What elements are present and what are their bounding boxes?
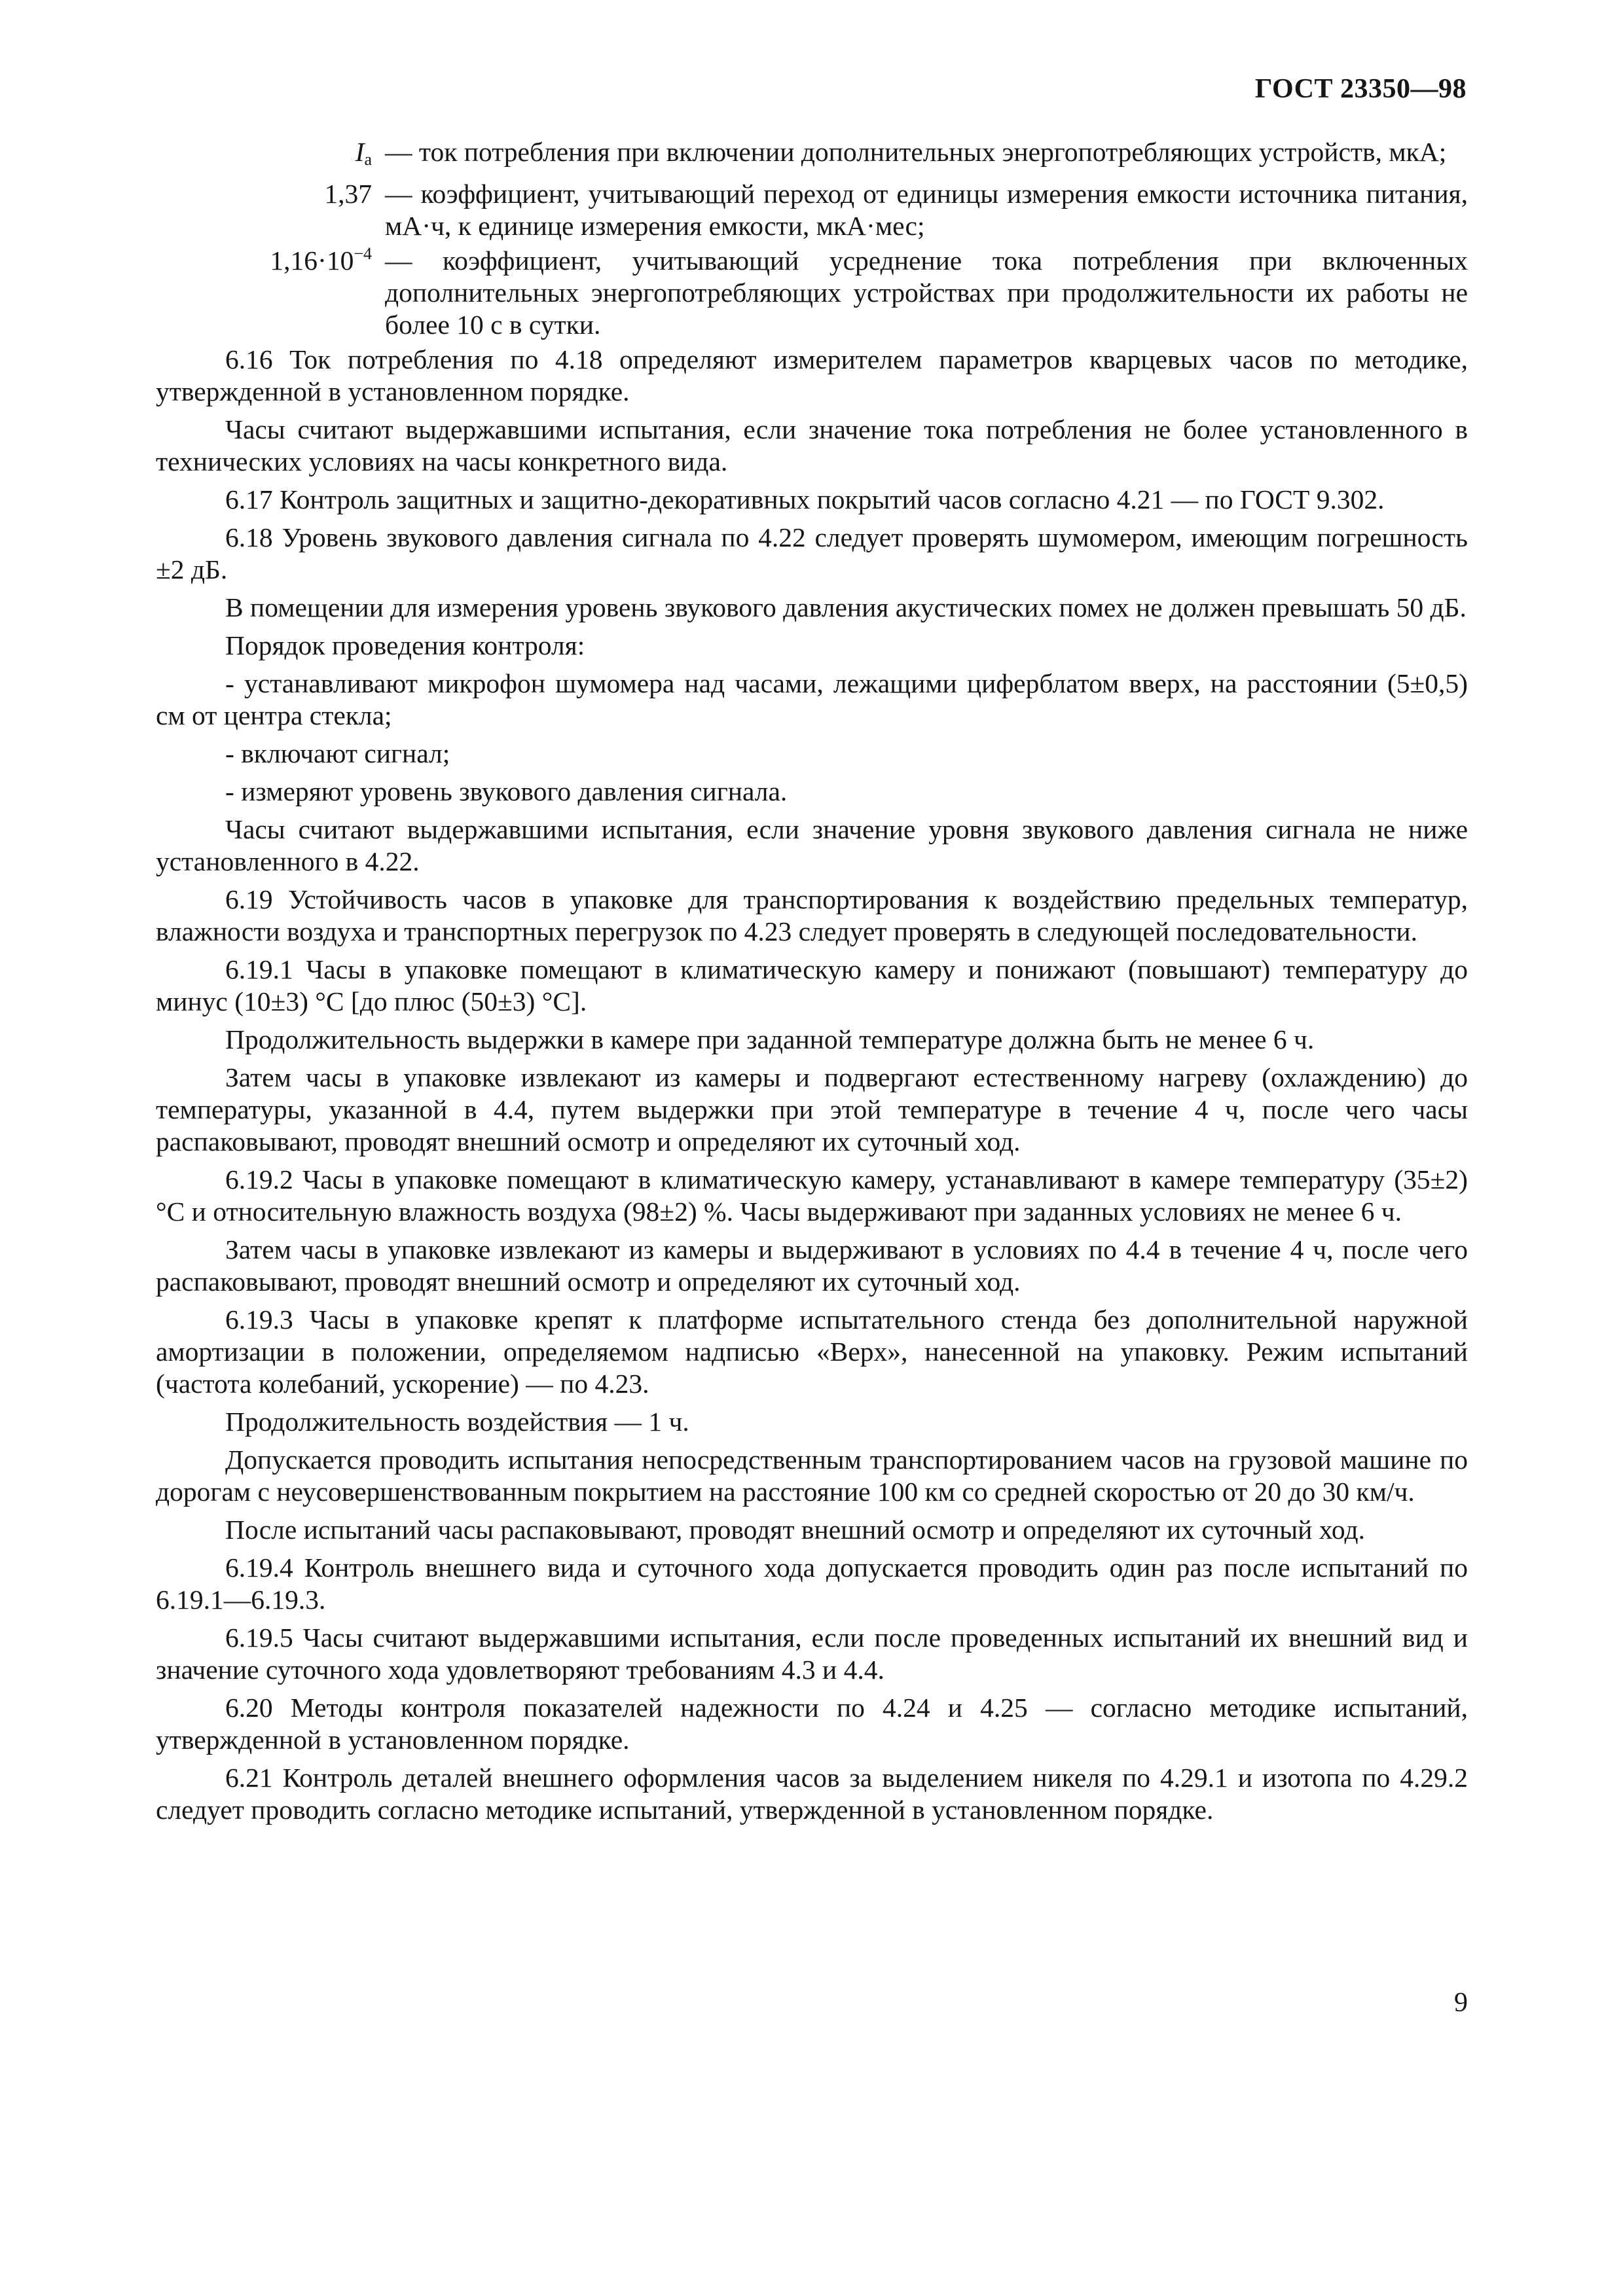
paragraphs (156, 344, 1468, 1826)
paragraph: Часы считают выдержавшими испытания, если значение уровня звукового давления сигнала не ниже установленного в 4.22. (156, 814, 1468, 876)
document-body (156, 136, 1468, 1832)
definition-item (156, 136, 1468, 175)
paragraph: Допускается проводить испытания непосредственным транспортированием часов на грузовой машине по дорогам с неусовершенствованным покрытием на расстояние 100 км со средней скоростью от 20 до 30 км/ч. (156, 1444, 1468, 1507)
definition-symbol (156, 178, 372, 242)
definition-gap (372, 136, 385, 175)
paragraph: - измеряют уровень звукового давления сигнала. (225, 776, 788, 806)
paragraph: Порядок проведения контроля: (225, 630, 585, 660)
paragraph: Затем часы в упаковке извлекают из камеры и выдерживают в условиях по 4.4 в течение 4 ч, после чего распаковывают, проводят внешний осмотр и определяют их суточный ход. (156, 1234, 1468, 1297)
definition-symbol (156, 245, 372, 341)
definition-text: — коэффициент, учитывающий переход от единицы измерения емкости источника питания, мА·ч, к единице измерения емкости, мкА·мес; (385, 179, 1468, 241)
paragraph: 6.19.4 Контроль внешнего вида и суточного хода допускается проводить один раз после испытаний по 6.19.1—6.19.3. (156, 1552, 1468, 1615)
paragraph: Продолжительность выдержки в камере при заданной температуре должна быть не менее 6 ч. (225, 1024, 1315, 1054)
definitions-list (156, 136, 1468, 341)
paragraph: 6.19.1 Часы в упаковке помещают в климатическую камеру и понижают (повышают) температуру до минус (10±3) °С [до плюс (50±3) °С]. (156, 954, 1468, 1016)
paragraph: 6.16 Ток потребления по 4.18 определяют измерителем параметров кварцевых часов по методике, утвержденной в установленном порядке. (156, 344, 1468, 406)
symbol-main: I (355, 137, 365, 167)
symbol-subscript: а (364, 150, 372, 169)
paragraph: 6.19.5 Часы считают выдержавшими испытания, если после проведенных испытаний их внешний вид и значение суточного хода удовлетворяют требованиям 4.3 и 4.4. (156, 1623, 1468, 1685)
definition-item (156, 245, 1468, 341)
definition-gap (372, 245, 385, 341)
paragraph: В помещении для измерения уровень звукового давления акустических помех не должен превышать 50 дБ. (225, 592, 1467, 622)
paragraph: Продолжительность воздействия — 1 ч. (225, 1407, 689, 1437)
paragraph: 6.18 Уровень звукового давления сигнала по 4.22 следует проверять шумомером, имеющим погрешность ±2 дБ. (156, 522, 1468, 584)
paragraph: Затем часы в упаковке извлекают из камеры и подвергают естественному нагреву (охлаждению) до температуры, указанной в 4.4, путем выдержки при этой температуре в течение 4 ч, после чего часы распаковывают, проводят внешний осмотр и определяют их суточный ход. (156, 1062, 1468, 1157)
paragraph: 6.17 Контроль защитных и защитно-декоративных покрытий часов согласно 4.21 — по ГОСТ 9.302. (225, 484, 1385, 514)
paragraph: 6.19 Устойчивость часов в упаковке для транспортирования к воздействию предельных температур, влажности воздуха и транспортных перегрузок по 4.23 следует проверять в следующей последовательности. (156, 884, 1468, 946)
symbol-superscript: −4 (354, 244, 372, 263)
definition-text: — коэффициент, учитывающий усреднение тока потребления при включенных дополнительных энергопотребляющих устройствах при продолжительности их работы не более 10 с в сутки. (385, 245, 1468, 340)
symbol-main: 1,37 (324, 179, 372, 209)
paragraph: 6.21 Контроль деталей внешнего оформления часов за выделением никеля по 4.29.1 и изотопа по 4.29.2 следует проводить согласно методике испытаний, утвержденной в установленном порядке. (156, 1763, 1468, 1825)
paragraph: Часы считают выдержавшими испытания, если значение тока потребления не более установленного в технических условиях на часы конкретного вида. (156, 414, 1468, 476)
definition-symbol (156, 136, 372, 175)
paragraph: - устанавливают микрофон шумомера над часами, лежащими циферблатом вверх, на расстоянии (5±0,5) см от центра стекла; (156, 668, 1468, 730)
paragraph: После испытаний часы распаковывают, проводят внешний осмотр и определяют их суточный ход. (225, 1515, 1365, 1545)
definition-item (156, 178, 1468, 242)
page-number: 9 (1454, 1988, 1468, 2018)
document-header: ГОСТ 23350—98 (1254, 74, 1467, 104)
paragraph: - включают сигнал; (225, 738, 450, 768)
symbol-main: 1,16·10 (270, 245, 354, 276)
definition-text: — ток потребления при включении дополнительных энергопотребляющих устройств, мкА; (385, 137, 1447, 167)
definition-gap (372, 178, 385, 242)
paragraph: 6.19.2 Часы в упаковке помещают в климатическую камеру, устанавливают в камере температуру (35±2) °С и относительную влажность воздуха (98±2) %. Часы выдерживают при заданных условиях не менее 6 ч. (156, 1164, 1468, 1227)
paragraph: 6.20 Методы контроля показателей надежности по 4.24 и 4.25 — согласно методике испытаний, утвержденной в установленном порядке. (156, 1693, 1468, 1755)
paragraph: 6.19.3 Часы в упаковке крепят к платформе испытательного стенда без дополнительной наружной амортизации в положении, определяемом надписью «Верх», нанесенной на упаковку. Режим испытаний (частота колебаний, ускорение) — по 4.23. (156, 1304, 1468, 1399)
